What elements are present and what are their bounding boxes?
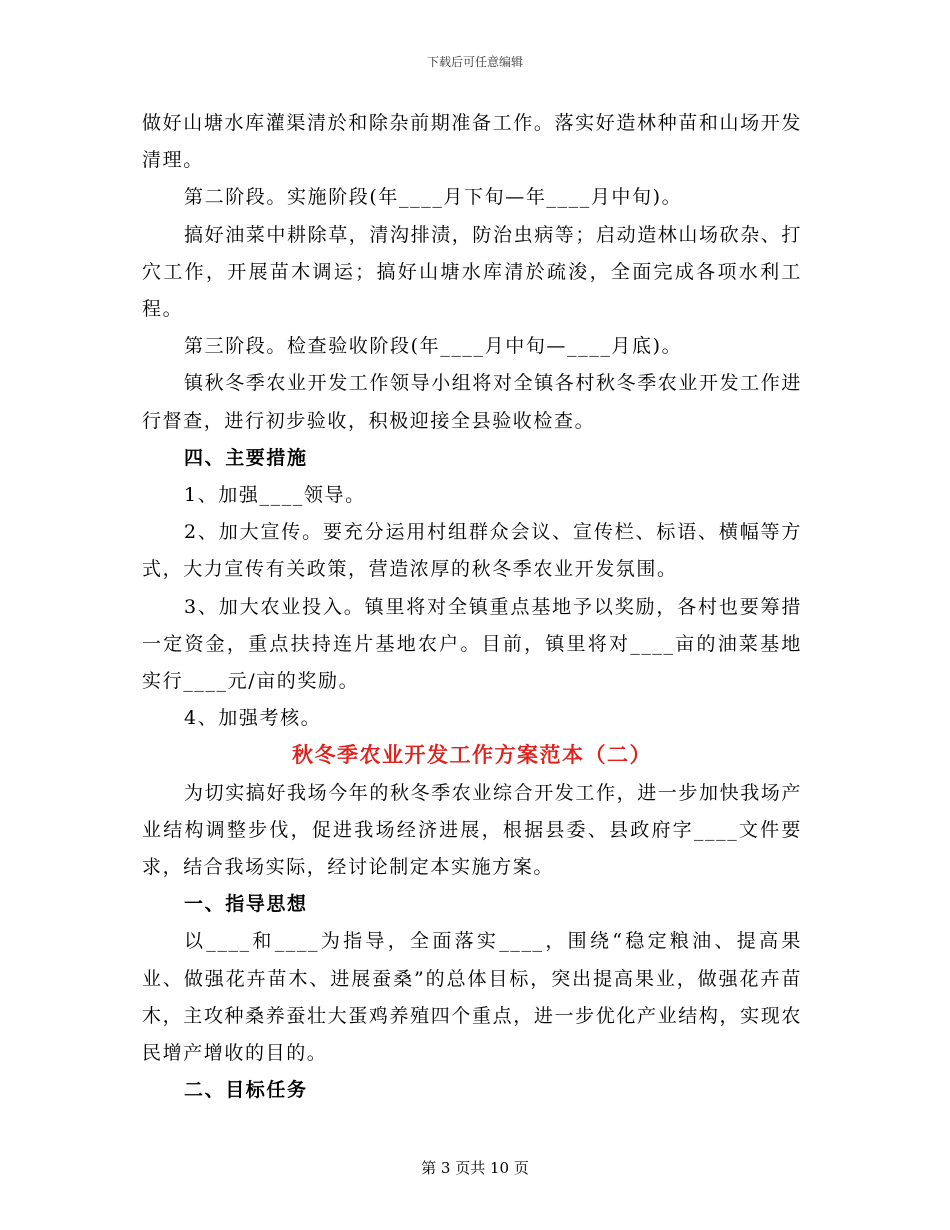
paragraph: 以____和____为指导，全面落实____，围绕“稳定粮油、提高果业、做强花卉苗木、进展蚕桑”的总体目标，突出提高果业，做强花卉苗木，主攻种桑养蚕壮大蛋鸡养殖四个重点，进一步优化产业结构，实现农民增产增收的目的。 <box>142 930 802 1065</box>
paragraph: 为切实搞好我场今年的秋冬季农业综合开发工作，进一步加快我场产业结构调整步伐，促进我场经济进展，根据县委、县政府字____文件要求，结合我场实际，经讨论制定本实施方案。 <box>142 781 803 879</box>
paragraph: 第二阶段。实施阶段(年____月下旬—年____月中旬)。 <box>184 186 683 209</box>
paragraph: 镇秋冬季农业开发工作领导小组将对全镇各村秋冬季农业开发工作进行督查，进行初步验收，积极迎接全县验收检查。 <box>142 372 803 432</box>
page-header: 下载后可任意编辑 <box>426 55 523 69</box>
paragraph: 做好山塘水库灌渠清於和除杂前期准备工作。落实好造林种苗和山场开发清理。 <box>142 112 802 172</box>
section-heading: 二、目标任务 <box>184 1079 308 1102</box>
document-title: 秋冬季农业开发工作方案范本（二） <box>292 743 652 768</box>
page-footer: 第 3 页共 10 页 <box>421 1159 529 1177</box>
list-item: 2、加大宣传。要充分运用村组群众会议、宣传栏、标语、横幅等方式，大力宣传有关政策，营造浓厚的秋冬季农业开发氛围。 <box>142 521 802 581</box>
paragraph: 搞好油菜中耕除草，清沟排渍，防治虫病等；启动造林山场砍杂、打穴工作，开展苗木调运；搞好山塘水库清於疏浚，全面完成各项水利工程。 <box>142 223 803 321</box>
section-heading: 四、主要措施 <box>184 446 308 469</box>
section-heading: 一、指导思想 <box>184 893 308 916</box>
document-body <box>142 105 802 1109</box>
list-item: 1、加强____领导。 <box>184 484 366 507</box>
list-item: 3、加大农业投入。镇里将对全镇重点基地予以奖励，各村也要筹措一定资金，重点扶持连片基地农户。目前，镇里将对____亩的油菜基地实行____元/亩的奖励。 <box>142 595 802 693</box>
list-item: 4、加强考核。 <box>184 707 322 730</box>
paragraph: 第三阶段。检查验收阶段(年____月中旬—____月底)。 <box>184 335 683 358</box>
